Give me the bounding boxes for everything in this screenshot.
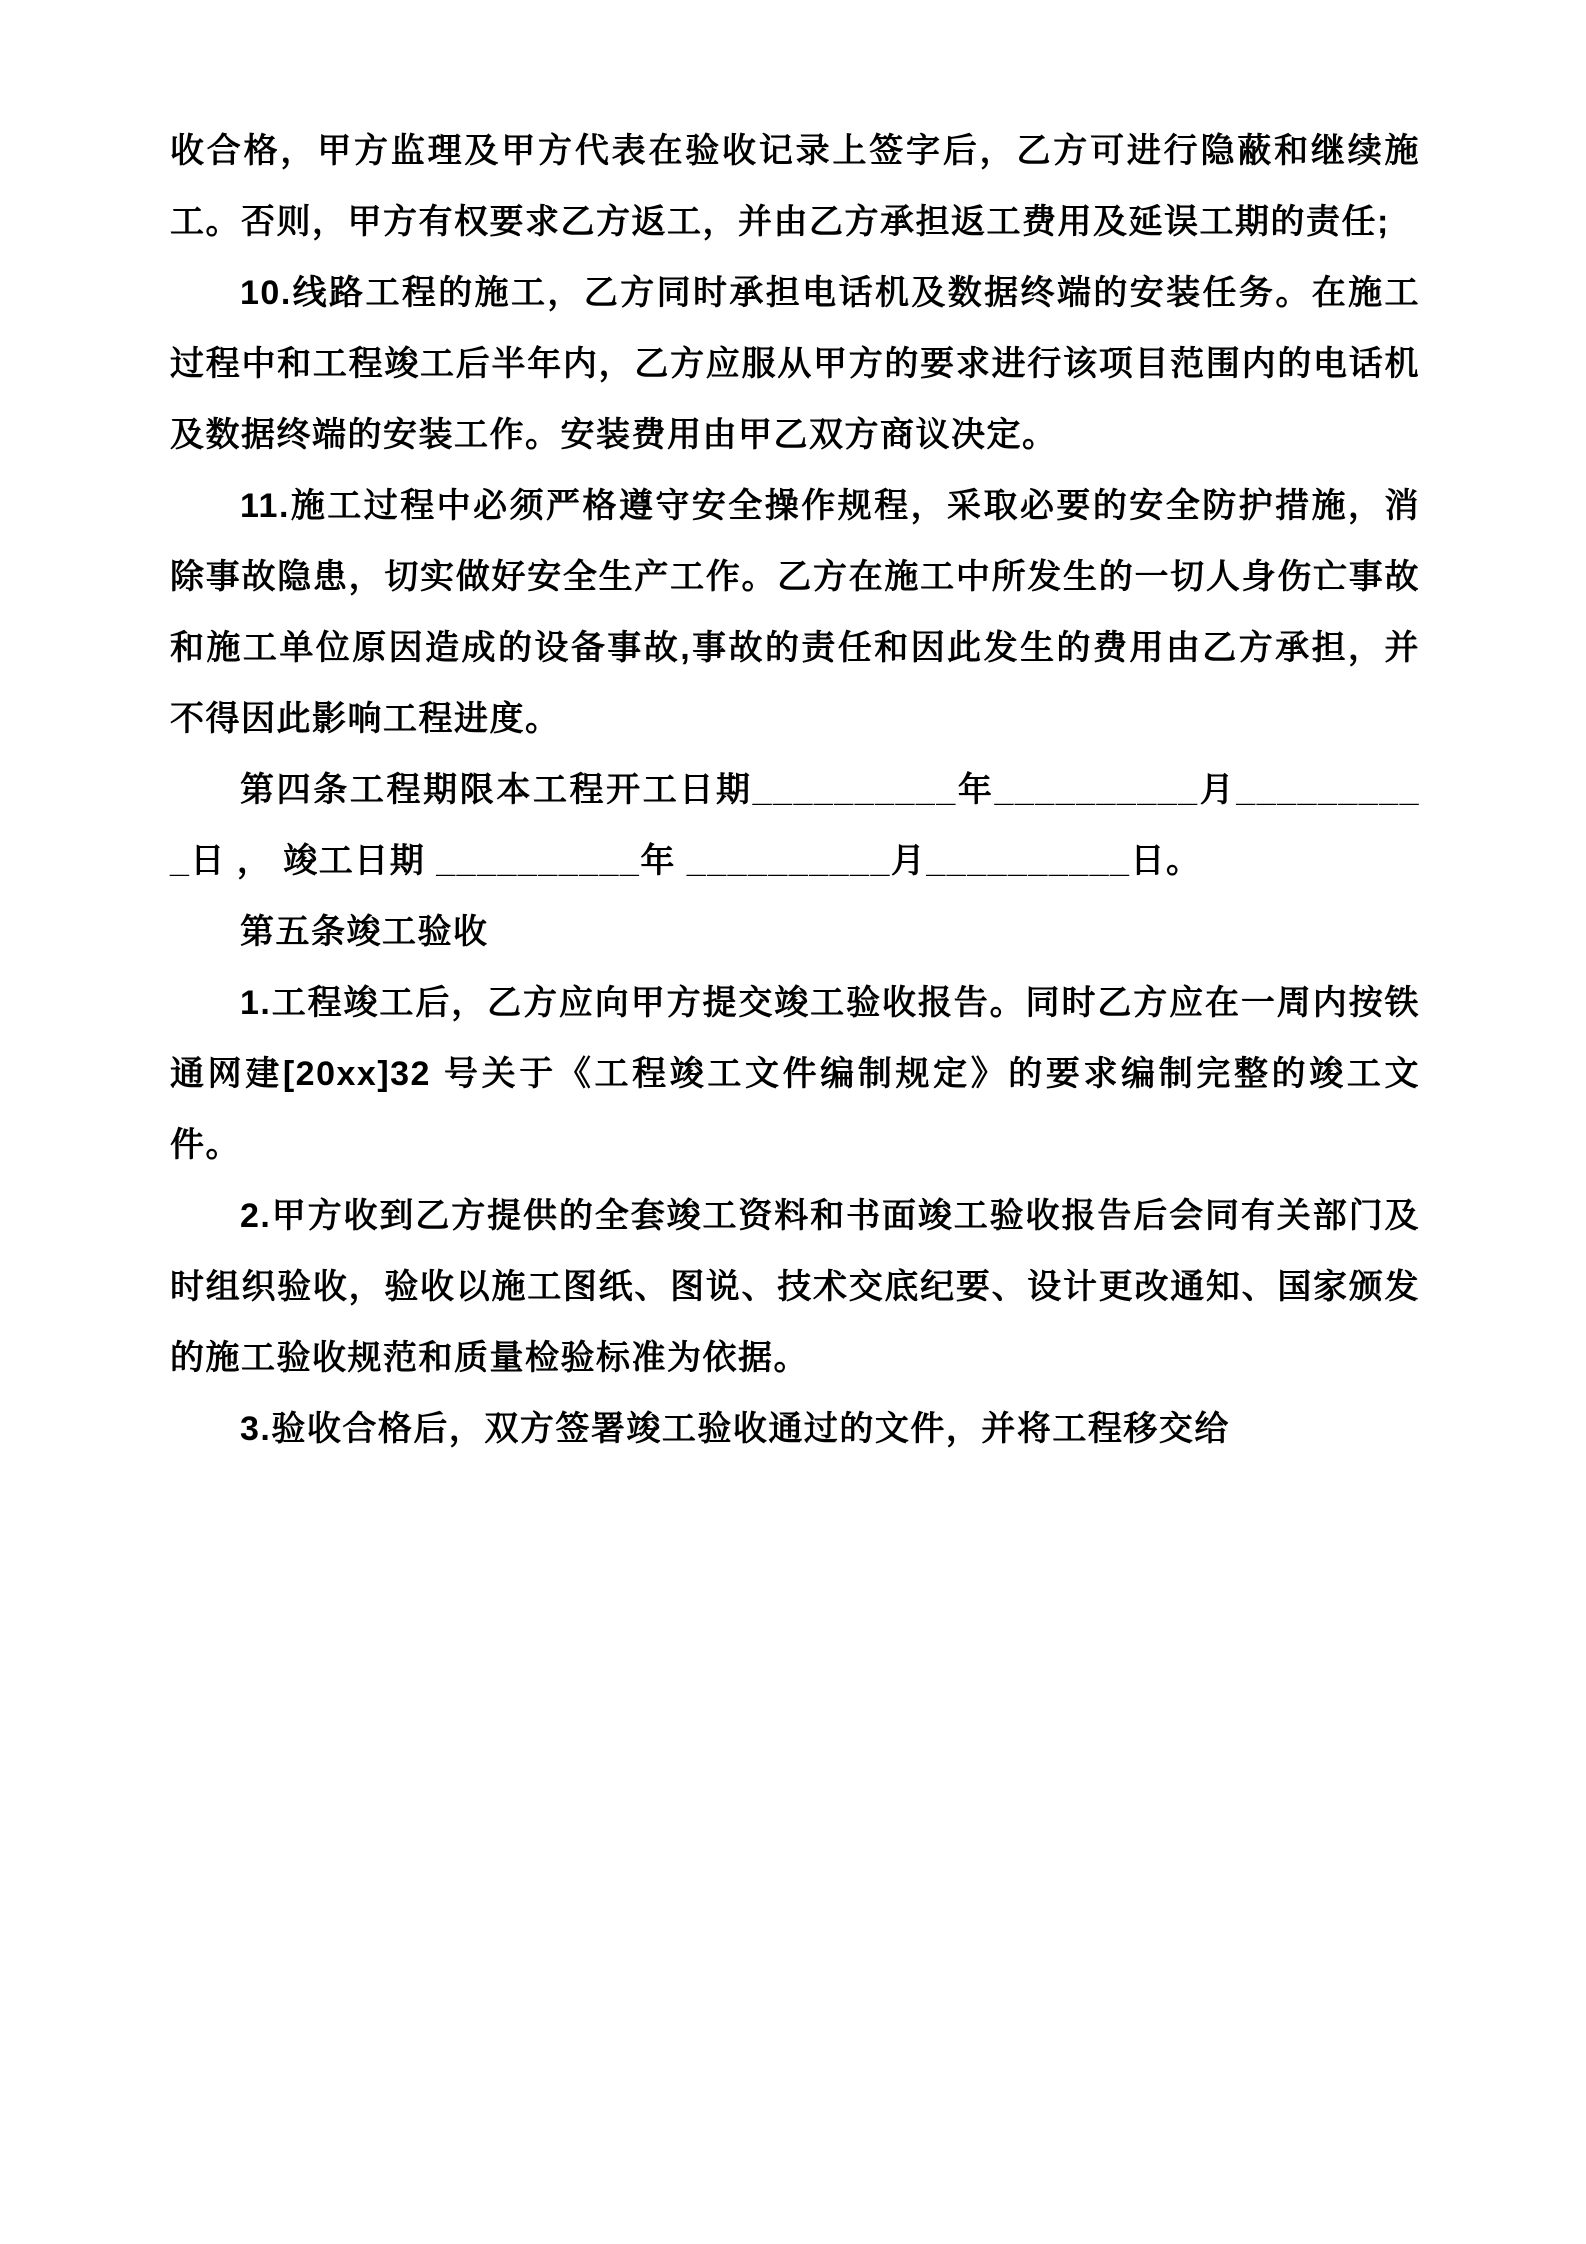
paragraph-clause-5-3: 3.验收合格后，双方签署竣工验收通过的文件，并将工程移交给 — [240, 1410, 1230, 1448]
paragraph-clause-10: 10.线路工程的施工，乙方同时承担电话机及数据终端的安装任务。在施工过程中和工程竣工后半年内，乙方应服从甲方的要求进行该项目范围内的电话机及数据终端的安装工作。安装费用由甲乙双方商议决定。 — [170, 274, 1420, 454]
paragraph-clause-5-2: 2.甲方收到乙方提供的全套竣工资料和书面竣工验收报告后会同有关部门及时组织验收，验收以施工图纸、图说、技术交底纪要、设计更改通知、国家颁发的施工验收规范和质量检验标准为依据。 — [170, 1197, 1420, 1377]
paragraph-clause-11: 11.施工过程中必须严格遵守安全操作规程，采取必要的安全防护措施，消除事故隐患，切实做好安全生产工作。乙方在施工中所发生的一切人身伤亡事故和施工单位原因造成的设备事故,事故的责任和因此发生的费用由乙方承担，并不得因此影响工程进度。 — [170, 487, 1420, 738]
paragraph-clause-5-1: 1.工程竣工后，乙方应向甲方提交竣工验收报告。同时乙方应在一周内按铁通网建[20xx]32 号关于《工程竣工文件编制规定》的要求编制完整的竣工文件。 — [170, 984, 1420, 1164]
paragraph-continuation: 收合格，甲方监理及甲方代表在验收记录上签字后，乙方可进行隐蔽和继续施工。否则，甲方有权要求乙方返工，并由乙方承担返工费用及延误工期的责任; — [170, 132, 1420, 241]
paragraph-article-5-heading: 第五条竣工验收 — [240, 913, 489, 951]
paragraph-article-4: 第四条工程期限本工程开工日期__________年__________月__________日 ， 竣工日期 __________年 __________月__________日。 — [170, 771, 1420, 880]
